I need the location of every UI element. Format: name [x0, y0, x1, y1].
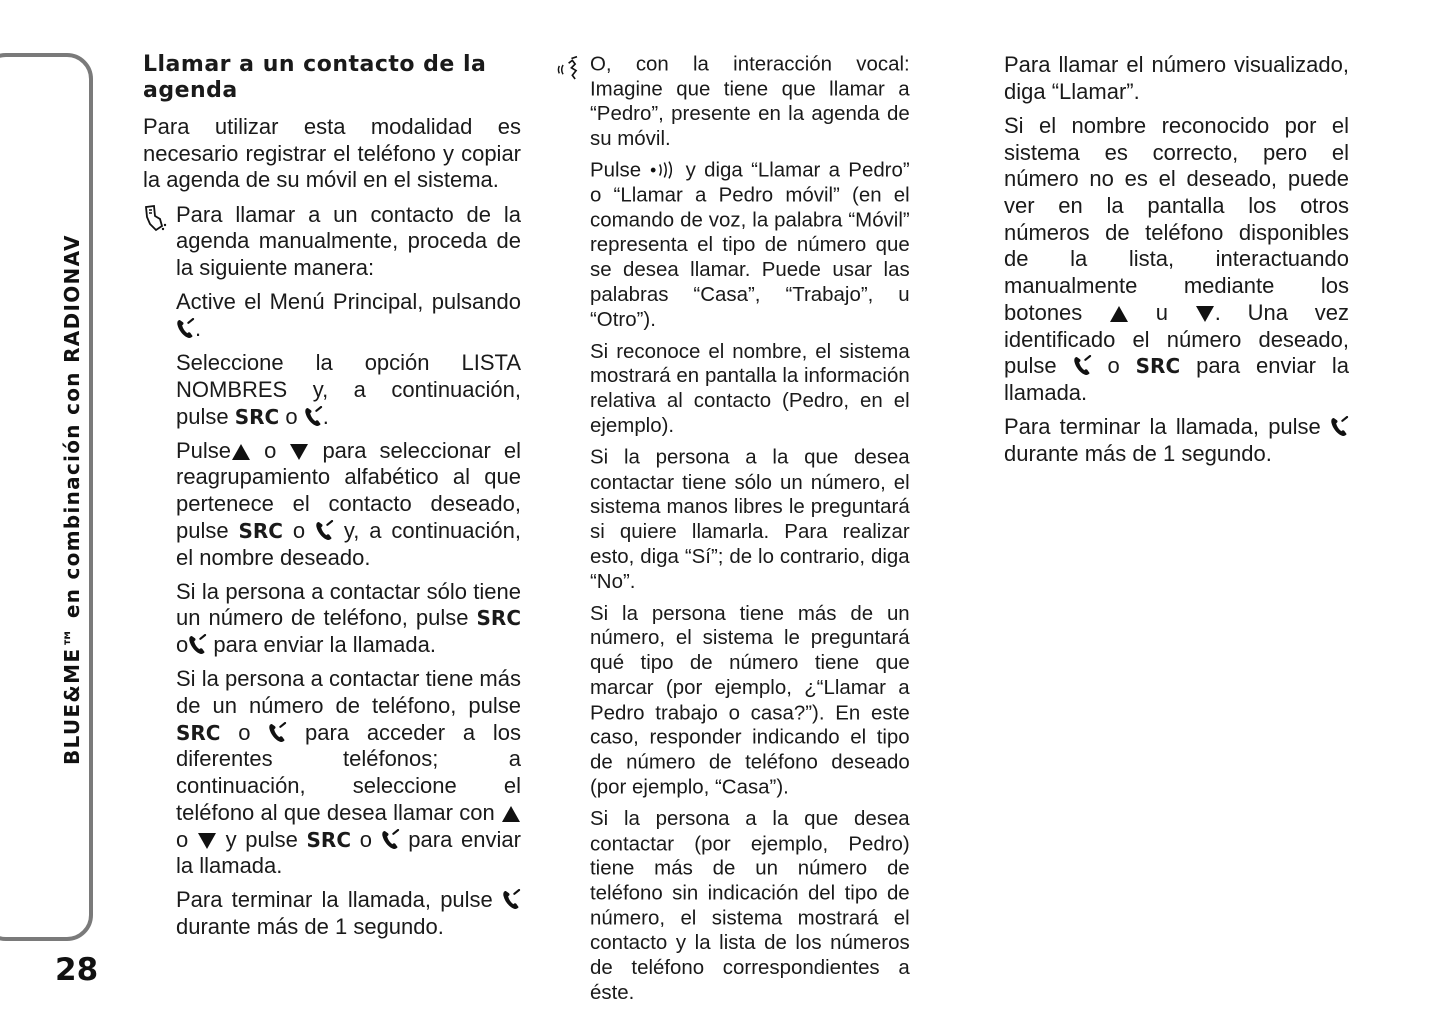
step-single-number: [176, 579, 521, 659]
wrong-number-text-e: para enviar la llamada.: [1004, 353, 1349, 405]
phone-icon: [176, 318, 195, 339]
or-text: o: [1107, 353, 1120, 379]
hand-pointer-icon: [143, 204, 167, 239]
voice-paragraph-multiple: Si la persona tiene más de un número, el sistema le preguntará qué tipo de número tiene que marcar (por ejemplo, ¿“Llamar a Pedro trabajo o casa?”). En este caso, responder indicando el tipo de número de teléfono deseado (por ejemplo, “Casa”).: [590, 601, 910, 798]
column-middle: [590, 52, 910, 1012]
step4-text-c: para enviar la llamada.: [213, 632, 436, 658]
src-button-label: SRC: [176, 720, 221, 745]
phone-icon: [502, 889, 521, 910]
arrow-down-icon: [289, 443, 309, 461]
intro-paragraph: Para utilizar esta modalidad es necesario registrar el teléfono y copiar la agenda de su móvil en el sistema.: [143, 114, 521, 193]
step3-text: Pulse: [176, 437, 232, 463]
src-button-label: SRC: [1135, 354, 1181, 379]
section-heading: Llamar a un contacto de la agenda: [143, 52, 487, 103]
voice-paragraph-single: Si la persona a la que desea contactar tiene sólo un número, el sistema manos libres le preguntará si quiere llamarla. Para realizar esto, diga “Sí”; de lo contrario, diga “No”.: [590, 445, 910, 593]
end-call-text: Para terminar la llamada, pulse: [1004, 414, 1321, 440]
src-button-label: SRC: [306, 827, 352, 852]
step-multiple-numbers: [176, 666, 521, 880]
phone-icon: [1073, 355, 1092, 376]
phone-icon: [268, 722, 287, 743]
voice-step-pulse: [590, 158, 910, 332]
step-activate-menu: Active el Menú Principal, pulsando .: [176, 289, 521, 341]
arrow-up-icon: [501, 805, 521, 823]
or-text: u: [1155, 299, 1169, 325]
step6-text-b: durante más de 1 segundo.: [176, 914, 444, 940]
or-text: o: [238, 719, 251, 745]
voice-button-icon: [649, 161, 677, 180]
section-title: BLUE&ME™ en combinación con RADIONAV: [60, 234, 84, 765]
step-select-names: Seleccione la opción LISTA NOMBRES y, a continuación, pulse SRC o .: [176, 350, 521, 429]
call-displayed-paragraph: Para llamar el número visualizado, diga “Llamar”.: [1004, 52, 1349, 104]
step5-text: Si la persona a contactar tiene más de un número de teléfono, pulse: [176, 666, 521, 719]
wrong-number-text: Si el nombre reconocido por el sistema es correcto, pero el número no es el deseado, puede ver en la pantalla los otros números de teléfono disponibles de la lista, interactuando manualmente mediante los botones: [1004, 112, 1349, 325]
step1-text: Active el Menú Principal, pulsando: [176, 289, 521, 315]
arrow-down-icon: [1195, 305, 1215, 323]
phone-icon: [188, 634, 207, 655]
voice-step-text-b: y diga “Llamar a Pedro” o “Llamar a Pedro móvil” (en el comando de voz, la palabra “Móvil” representa el tipo de número que se desea llamar. Puede usar las palabras “Casa”, “Trabajo”, u “Otro”).: [590, 158, 910, 331]
step-select-group: [176, 438, 521, 572]
column-right: [1004, 52, 1349, 475]
step4-text: Si la persona a contactar sólo tiene un número de teléfono, pulse: [176, 578, 521, 631]
step3-text-e: y, a continuación, el nombre deseado.: [176, 517, 522, 570]
phone-icon: [304, 406, 323, 427]
phone-icon: [381, 829, 400, 850]
or-text: o: [359, 826, 372, 852]
end-call-paragraph: [1004, 414, 1349, 467]
phone-icon: [315, 520, 334, 541]
or-text: o: [264, 437, 277, 463]
src-button-label: SRC: [234, 404, 280, 429]
wrong-number-paragraph: [1004, 113, 1349, 407]
phone-icon: [1330, 416, 1349, 437]
manual-lead: Para llamar a un contacto de la agenda manualmente, proceda de la siguiente manera:: [176, 201, 521, 281]
step-end-call: [176, 887, 521, 940]
src-button-label: SRC: [476, 606, 521, 631]
page-number: 28: [55, 952, 99, 988]
voice-paragraph-recognize: Si reconoce el nombre, el sistema mostrará en pantalla la información relativa al contacto (Pedro, en el ejemplo).: [590, 338, 910, 437]
step5-text-e: y pulse: [225, 826, 298, 852]
voice-lead: O, con la interacción vocal: Imagine que tiene que llamar a “Pedro”, presente en la agenda de su móvil.: [590, 52, 910, 150]
arrow-up-icon: [1109, 305, 1129, 323]
or-text: o: [285, 403, 298, 429]
or-text: o: [292, 517, 306, 543]
arrow-up-icon: [231, 443, 251, 461]
step3-text-c: para seleccionar el reagrupamiento alfabético al que pertenece el contacto deseado, pulse: [176, 437, 521, 543]
or-text: o: [176, 632, 189, 658]
or-text: o: [176, 826, 189, 852]
src-button-label: SRC: [238, 518, 283, 543]
column-left: [143, 52, 521, 948]
voice-step-text: Pulse: [590, 158, 642, 182]
arrow-down-icon: [197, 832, 217, 850]
step5-text-g: para enviar la llamada.: [176, 826, 521, 879]
wrong-number-text-c: . Una vez identificado el número deseado, pulse: [1004, 299, 1349, 379]
voice-command-icon: [556, 55, 584, 87]
voice-paragraph-no-type: Si la persona a la que desea contactar (por ejemplo, Pedro) tiene más de un número de teléfono sin indicación del tipo de número, el sistema mostrará el contacto y la lista de los números de teléfono correspondientes a éste.: [590, 806, 910, 1004]
step6-text: Para terminar la llamada, pulse: [176, 887, 493, 913]
step2-text: Seleccione la opción LISTA NOMBRES y, a continuación, pulse: [176, 350, 521, 429]
step5-text-c: para acceder a los diferentes teléfonos; a continuación, seleccione el teléfono al que desea llamar con: [176, 719, 521, 825]
end-call-text-b: durante más de 1 segundo.: [1004, 440, 1272, 466]
